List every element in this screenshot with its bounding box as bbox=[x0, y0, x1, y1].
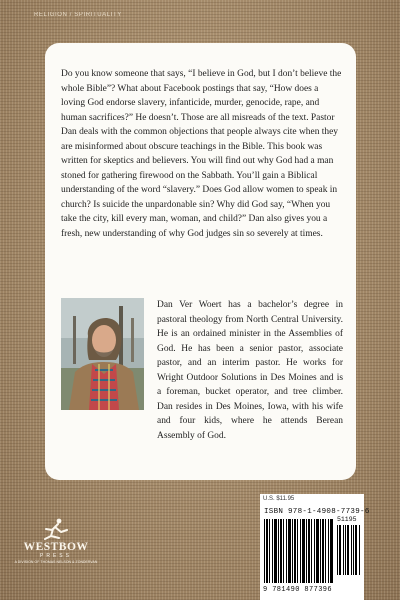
publisher-press: PRESS bbox=[40, 553, 72, 559]
barcode-box bbox=[260, 494, 370, 600]
price-addon-barcode bbox=[337, 525, 360, 575]
price-addon-number: 51195 bbox=[337, 516, 357, 523]
runner-icon bbox=[39, 518, 73, 540]
isbn-barcode bbox=[264, 519, 334, 583]
author-bio: Dan Ver Woert has a bachelor’s degree in pastoral theology from North Central University. He is an ordained minister in the Assemblies of God. He has been a senior pastor, associate pastor, and an interim pastor. He works for Wright Outdoor Solutions in Des Moines and is a foreman, bucket operator, and tree climber. Dan resides in Des Moines, Iowa, with his wife and four kids, where he attends Berean Assembly of God. bbox=[157, 300, 343, 441]
price-code: U.S. $11.95 bbox=[263, 496, 295, 502]
book-category: RELIGION / SPIRITUALITY bbox=[34, 12, 122, 18]
publisher-logo bbox=[14, 518, 98, 564]
book-blurb: Do you know someone that says, “I believe in God, but I don’t believe the whole Bible”? What about Facebook postings that say, “How does a loving God endorse slavery, infanticide, murder, genocide, rape, and human sacrifices?” He doesn’t. Those are all misreads of the text. Pastor Dan deals with the common objections that people always cite when they are misinformed about obscure teachings in the Bible. This book was written for skeptics and believers. You will find out why God had a man stoned for gathering firewood on the Sabbath. You’ll gain a Biblical understanding of the word “slavery.” Does God allow women to speak in church? Is suicide the unpardonable sin? Why did God say, “When you take the city, kill every man, woman, and child?” Dan also gives you a fresh, new understanding of why God judges sin so severely at times. bbox=[61, 69, 342, 239]
publisher-name: WESTBOW bbox=[23, 541, 89, 553]
author-photo bbox=[61, 298, 144, 410]
publisher-tagline: A DIVISION OF THOMAS NELSON & ZONDERVAN bbox=[14, 560, 98, 564]
text-panel bbox=[45, 43, 356, 480]
barcode-number: 9 781490 877396 bbox=[263, 586, 333, 594]
isbn-label: ISBN 978-1-4908-7739-6 bbox=[264, 508, 370, 516]
